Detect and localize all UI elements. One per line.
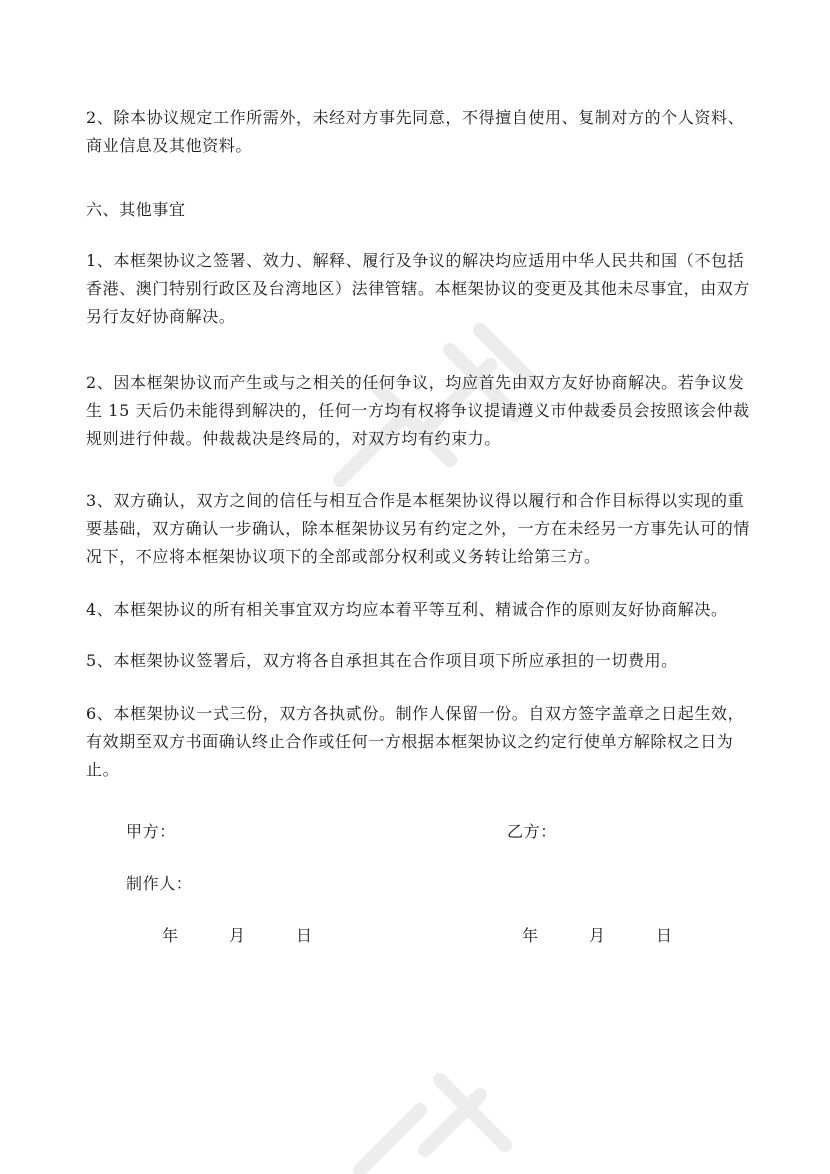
- clause-6-4: 4、本框架协议的所有相关事宜双方均应本着平等互利、精诚合作的原则友好协商解决。: [86, 600, 728, 619]
- watermark-stroke: [440, 1080, 505, 1145]
- clause-6-5: 5、本框架协议签署后，双方将各自承担其在合作项目项下所应承担的一切费用。: [86, 651, 678, 670]
- party-a-year: 年: [162, 926, 179, 945]
- clause-6-3: 3、双方确认，双方之间的信任与相互合作是本框架协议得以履行和合作目标得以实现的重要基础，双方确认一步确认，除本框架协议另有约定之外，一方在未经另一方事先认可的情况下，不应将本框架协议项下的全部或部分权利或义务转让给第三方。: [86, 491, 751, 566]
- clause-5-2: 2、除本协议规定工作所需外，未经对方事先同意，不得擅自使用、复制对方的个人资料、商业信息及其他资料。: [86, 108, 745, 155]
- watermark-lower-graphic: [330, 1040, 530, 1174]
- party-b-month: 月: [589, 926, 606, 945]
- watermark-lower: [330, 1040, 530, 1174]
- party-b-year: 年: [522, 926, 539, 945]
- party-a-month: 月: [229, 926, 246, 945]
- party-b-day: 日: [656, 926, 673, 945]
- party-b-label: 乙方：: [507, 822, 557, 841]
- producer-label: 制作人：: [126, 874, 193, 893]
- watermark-stroke: [360, 1110, 420, 1170]
- party-a-day: 日: [296, 926, 313, 945]
- section-6-title: 六、其他事宜: [86, 200, 186, 219]
- clause-6-2: 2、因本框架协议而产生或与之相关的任何争议，均应首先由双方友好协商解决。若争议发生 15 天后仍未能得到解决的，任何一方均有权将争议提请遵义市仲裁委员会按照该会仲裁规则进行仲裁。仲裁裁决是终局的，对双方均有约束力。: [86, 373, 750, 448]
- clause-6-1: 1、本框架协议之签署、效力、解释、履行及争议的解决均应适用中华人民共和国（不包括香港、澳门特别行政区及台湾地区）法律管辖。本框架协议的变更及其他未尽事宜，由双方另行友好协商解决。: [86, 251, 751, 326]
- party-a-label: 甲方：: [126, 822, 176, 841]
- watermark-stroke: [425, 1095, 480, 1150]
- clause-6-6: 6、本框架协议一式三份，双方各执贰份。制作人保留一份。自双方签字盖章之日起生效，有效期至双方书面确认终止合作或任何一方根据本框架协议之约定行使单方解除权之日为止。: [86, 704, 745, 779]
